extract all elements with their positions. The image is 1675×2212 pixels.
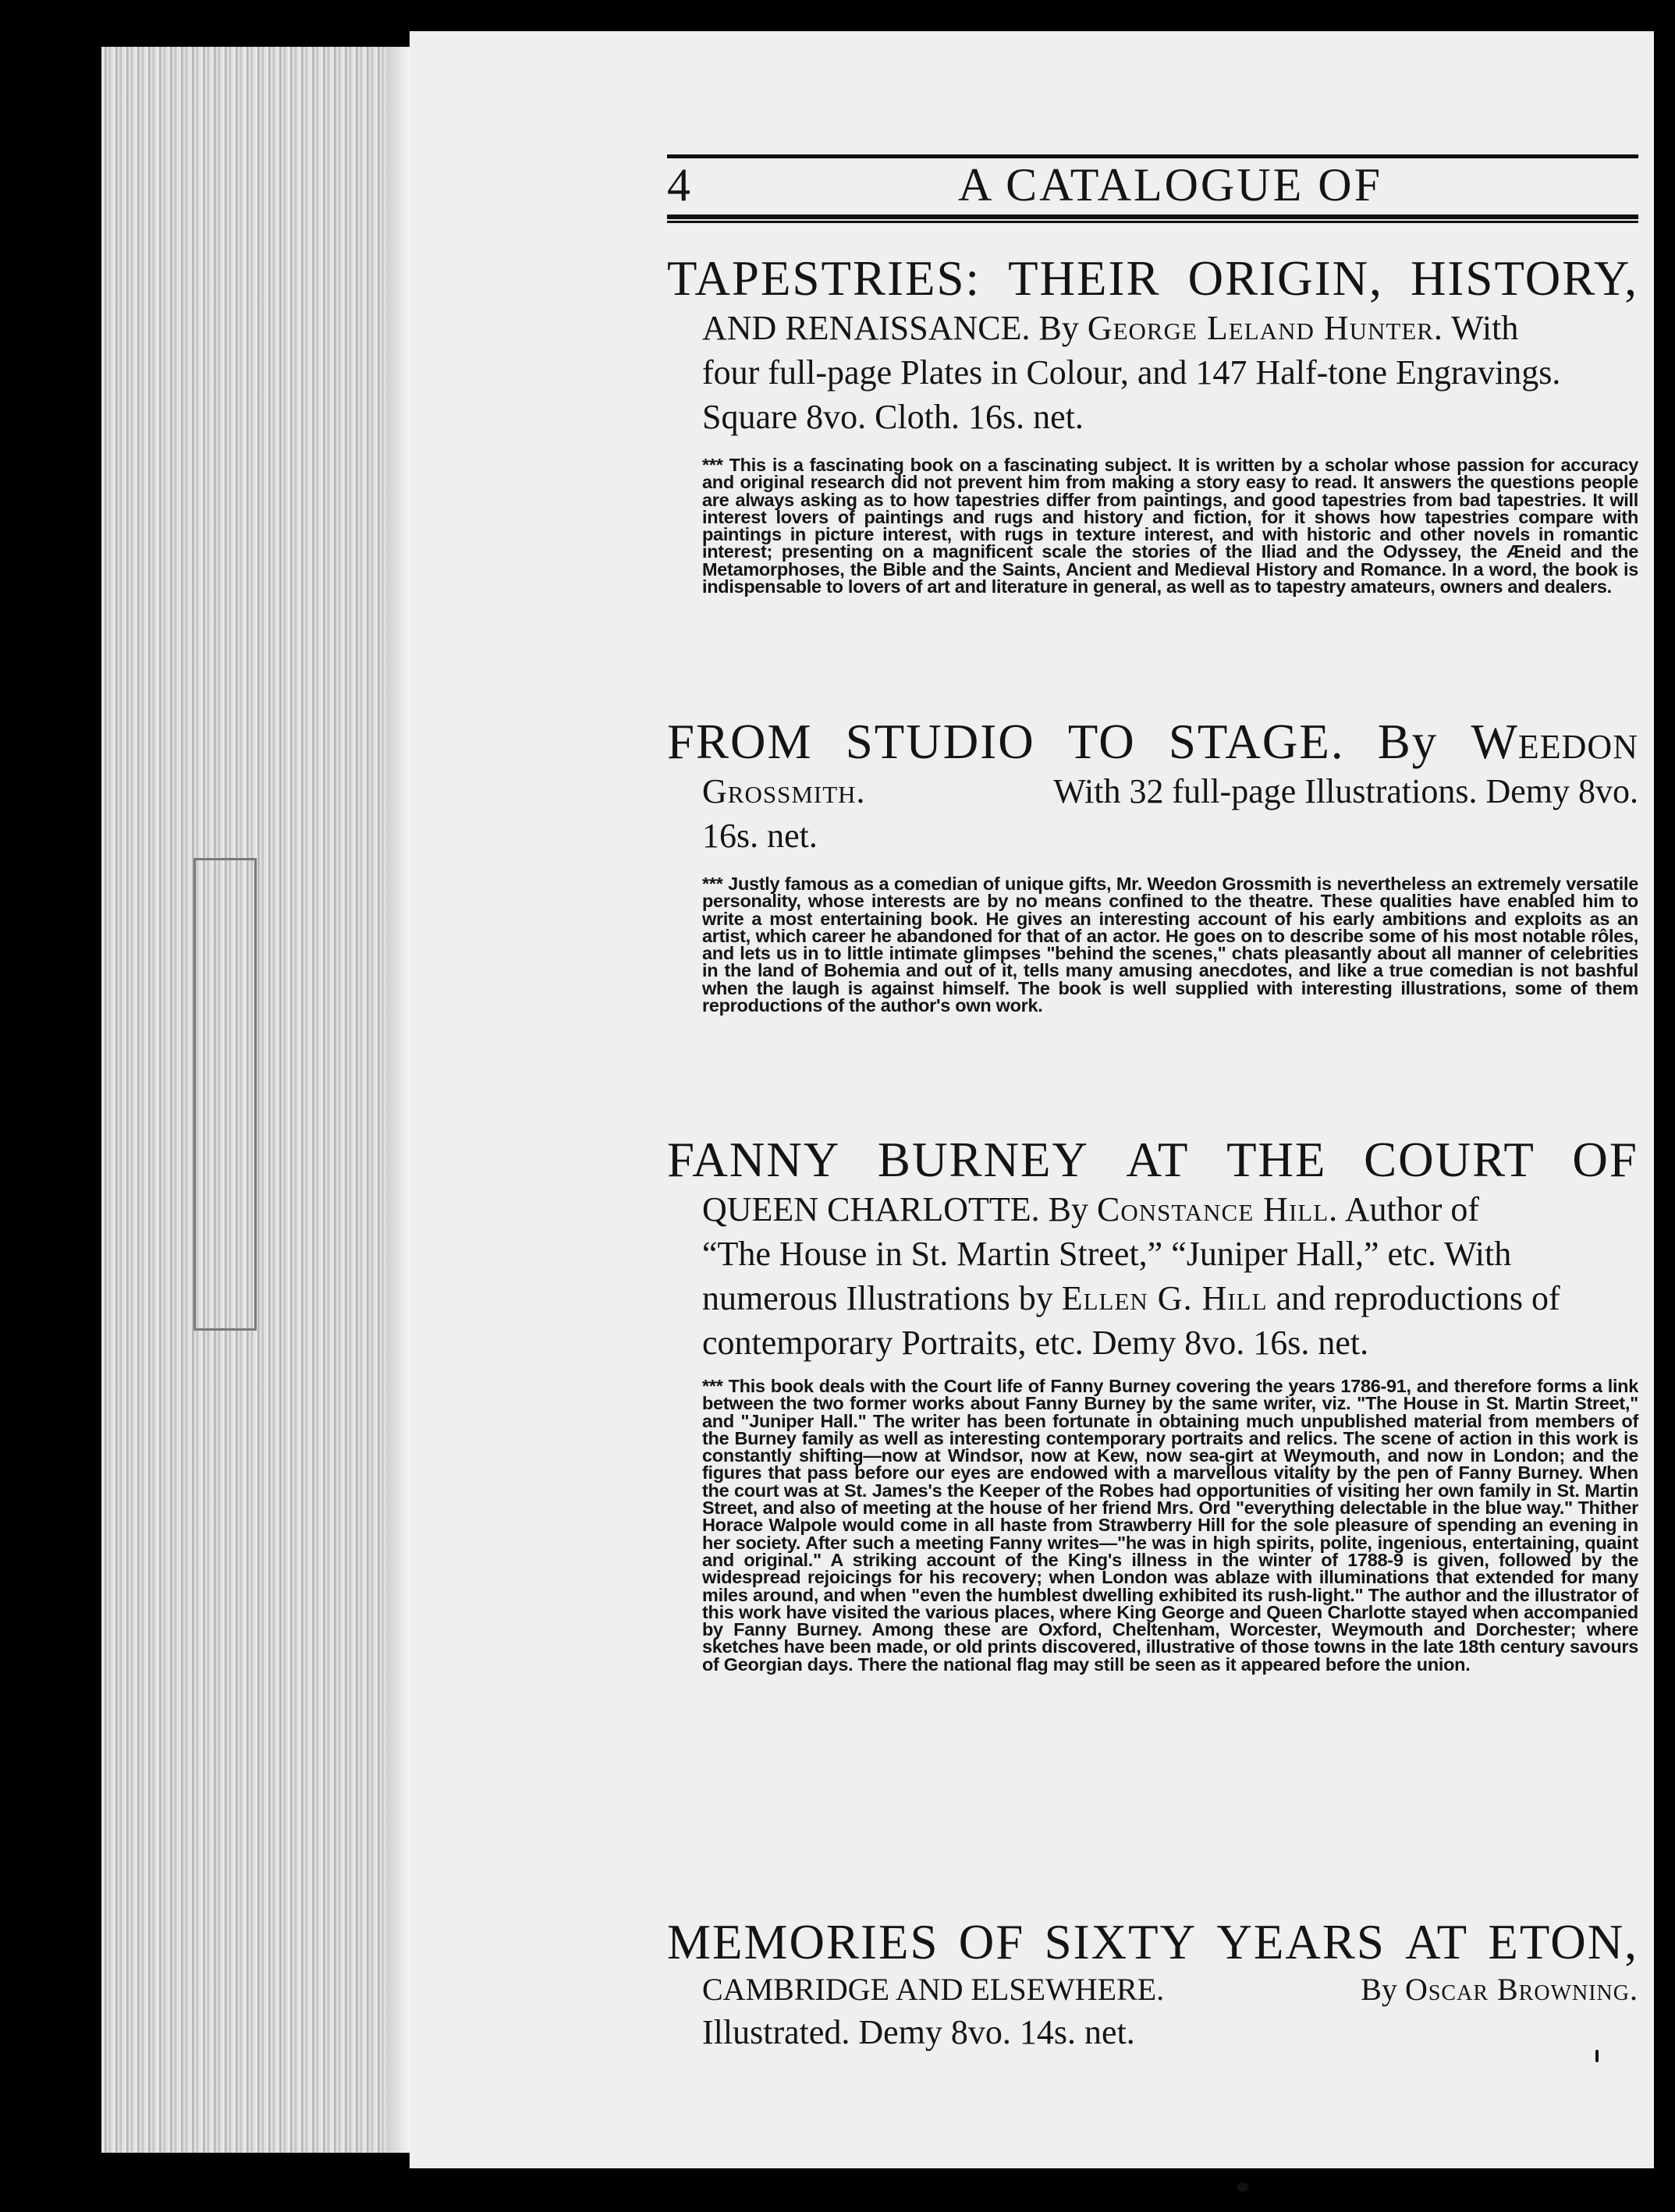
entry-details: “The House in St. Martin Street,” “Juniper Hall,” etc. With bbox=[702, 1235, 1512, 1273]
entry-description: *** Justly famous as a comedian of unique gifts, Mr. Weedon Grossmith is nevertheless an extremely versatile personality, whose interests are by no means confined to the theatre. These qualities have enabled him to write a most entertaining book. He gives an interesting account of his early ambitions and exploits as an artist, which career he abandoned for that of an actor. He goes on to describe some of his most notable rôles, and lets us in to little intimate glimpses "behind the scenes," chats pleasantly about all manner of celebrities in the land of Bohemia and out of it, tells many amusing anecdotes, and like a true comedian is not bashful when the laugh is against himself. The book is well supplied with interesting illustrations, some of them reproductions of the author's own work. bbox=[702, 874, 1638, 1016]
author-name: Oscar Browning. bbox=[1404, 1972, 1638, 2007]
subtitle-text: By bbox=[1361, 1972, 1405, 2007]
title-word: COURT bbox=[1364, 1133, 1535, 1187]
subtitle-text: With bbox=[1443, 309, 1519, 347]
title-word: AT bbox=[1126, 1133, 1190, 1187]
entry-description: *** This is a fascinating book on a fascinating subject. It is written by a scholar whose passion for accuracy and original research did not prevent him from making a story easy to read. It answers the questions people are always asking as to how tapestries differ from paintings, and good tapestries from bad tapestries. It will interest lovers of paintings and rugs and history and fiction, for it shows how tapestries compare with paintings in picture interest, with rugs in texture interest, and with historic and other novels in romantic interest; presenting on a magnificent scale the stories of the Iliad and the Odyssey, the Æneid and the Metamorphoses, the Bible and the Saints, Ancient and Medieval History and Romance. In a word, the book is indispensable to lovers of art and literature in general, as well as to tapestry amateurs, owners and dealers. bbox=[702, 455, 1638, 597]
running-head: A CATALOGUE OF bbox=[958, 159, 1382, 211]
entry-details bbox=[667, 1276, 1638, 1320]
author-credit bbox=[1361, 1969, 1638, 2010]
author-name: Grossmith. bbox=[702, 772, 866, 810]
title-word: TAPESTRIES: bbox=[667, 251, 981, 306]
page-header bbox=[667, 154, 1638, 225]
entry-subtitle bbox=[667, 1969, 1638, 2010]
title-word: FANNY bbox=[667, 1133, 841, 1187]
title-word: FROM bbox=[667, 714, 813, 769]
title-word: THE bbox=[1226, 1133, 1327, 1187]
title-word: STUDIO bbox=[845, 714, 1035, 769]
entry-title bbox=[667, 1133, 1638, 1187]
title-word: AT bbox=[1405, 1915, 1469, 1969]
header-rule-bottom bbox=[667, 214, 1638, 223]
author-name: Constance Hill. bbox=[1096, 1190, 1339, 1228]
entry-description: *** This book deals with the Court life of Fanny Burney covering the years 1786-91, and therefore forms a link between the two former works about Fanny Burney by the same writer, viz. "The House in St. Martin Street," and "Juniper Hall." The writer has been fortunate in obtaining much unpublished material from members of the Burney family as well as interesting contemporary portraits and relics. The scene of action in this work is constantly shifting—now at Windsor, now at Kew, now sea-girt at Weymouth, and now in London; and the figures that pass before our eyes are endowed with a marvellous vitality by the pen of Fanny Burney. When the court was at St. James's the Keeper of the Robes had opportunities of visiting her own family in St. Martin Street, and also of meeting at the house of her friend Mrs. Ord "everything delectable in the blue way." Thither Horace Walpole would come in all haste from Strawberry Hill for the sole pleasure of spending an evening in her society. After such a meeting Fanny writes—"he was in high spirits, polite, ingenious, entertaining, quaint and original." A striking account of the King's illness in the winter of 1788-9 is given, followed by the widespread rejoicings for his recovery; when London was ablaze with illuminations that extended for many miles around, and when "even the humblest dwelling exhibited its rush-light." The author and the illustrator of this work have visited the various places, where King George and Queen Charlotte stayed when accompanied by Fanny Burney. Among these are Oxford, Cheltenham, Worcester, Weymouth and Dorchester; where sketches have been made, or old prints discovered, illustrative of those towns in the late 18th century savours of Georgian days. There the national flag may still be seen as it appeared before the union. bbox=[702, 1376, 1638, 1675]
scan-speck bbox=[1595, 2050, 1599, 2062]
title-word: YEARS bbox=[1216, 1915, 1386, 1969]
entry-price: 16s. net. bbox=[702, 817, 818, 855]
title-word: ETON, bbox=[1488, 1915, 1638, 1969]
catalogue-entry-fanny-burney bbox=[667, 1133, 1638, 1673]
subtitle-text: With 32 full-page Illustrations. Demy 8vo. bbox=[1053, 772, 1638, 810]
title-word: MEMORIES bbox=[667, 1915, 939, 1969]
author-name: Weedon bbox=[1471, 714, 1638, 769]
title-word: OF bbox=[1572, 1133, 1638, 1187]
entry-format-price: contemporary Portraits, etc. Demy 8vo. 16s. net. bbox=[702, 1324, 1369, 1362]
title-word: OF bbox=[958, 1915, 1025, 1969]
entry-format-price: Illustrated. Demy 8vo. 14s. net. bbox=[702, 2013, 1135, 2051]
title-word: BURNEY bbox=[877, 1133, 1089, 1187]
catalogue-entry-memories-eton bbox=[667, 1915, 1638, 2054]
subtitle-text: and reproductions of bbox=[1267, 1279, 1560, 1317]
scan-speck bbox=[1237, 2182, 1249, 2192]
title-word: ORIGIN, bbox=[1187, 251, 1383, 306]
title-word: STAGE. bbox=[1168, 714, 1345, 769]
entry-subtitle bbox=[667, 1187, 1638, 1232]
subtitle-text: numerous Illustrations by bbox=[702, 1279, 1062, 1317]
entry-title bbox=[667, 251, 1638, 306]
entry-details: four full-page Plates in Colour, and 147 Half-tone Engravings. bbox=[702, 353, 1561, 392]
title-word: HISTORY, bbox=[1410, 251, 1638, 306]
library-stamp bbox=[193, 858, 257, 1331]
subtitle-text: Author of bbox=[1338, 1190, 1480, 1228]
catalogue-entry-tapestries bbox=[667, 251, 1638, 595]
title-word: By bbox=[1377, 714, 1439, 769]
title-word: SIXTY bbox=[1044, 1915, 1198, 1969]
entry-title bbox=[667, 714, 1638, 769]
author-name: George Leland Hunter. bbox=[1087, 309, 1443, 347]
title-word: TO bbox=[1067, 714, 1136, 769]
illustrator-name: Ellen G. Hill bbox=[1061, 1279, 1268, 1317]
entry-format-price: Square 8vo. Cloth. 16s. net. bbox=[702, 398, 1084, 436]
entry-title bbox=[667, 1915, 1638, 1969]
subtitle-text: QUEEN CHARLOTTE. By bbox=[702, 1190, 1097, 1228]
entry-subtitle bbox=[667, 769, 1638, 814]
entry-subtitle bbox=[667, 306, 1638, 350]
title-word: THEIR bbox=[1008, 251, 1161, 306]
page-number: 4 bbox=[667, 159, 690, 211]
subtitle-text: AND RENAISSANCE. By bbox=[702, 309, 1088, 347]
catalogue-entry-studio-to-stage bbox=[667, 714, 1638, 1014]
subtitle-text: CAMBRIDGE AND ELSEWHERE. bbox=[702, 1972, 1165, 2007]
